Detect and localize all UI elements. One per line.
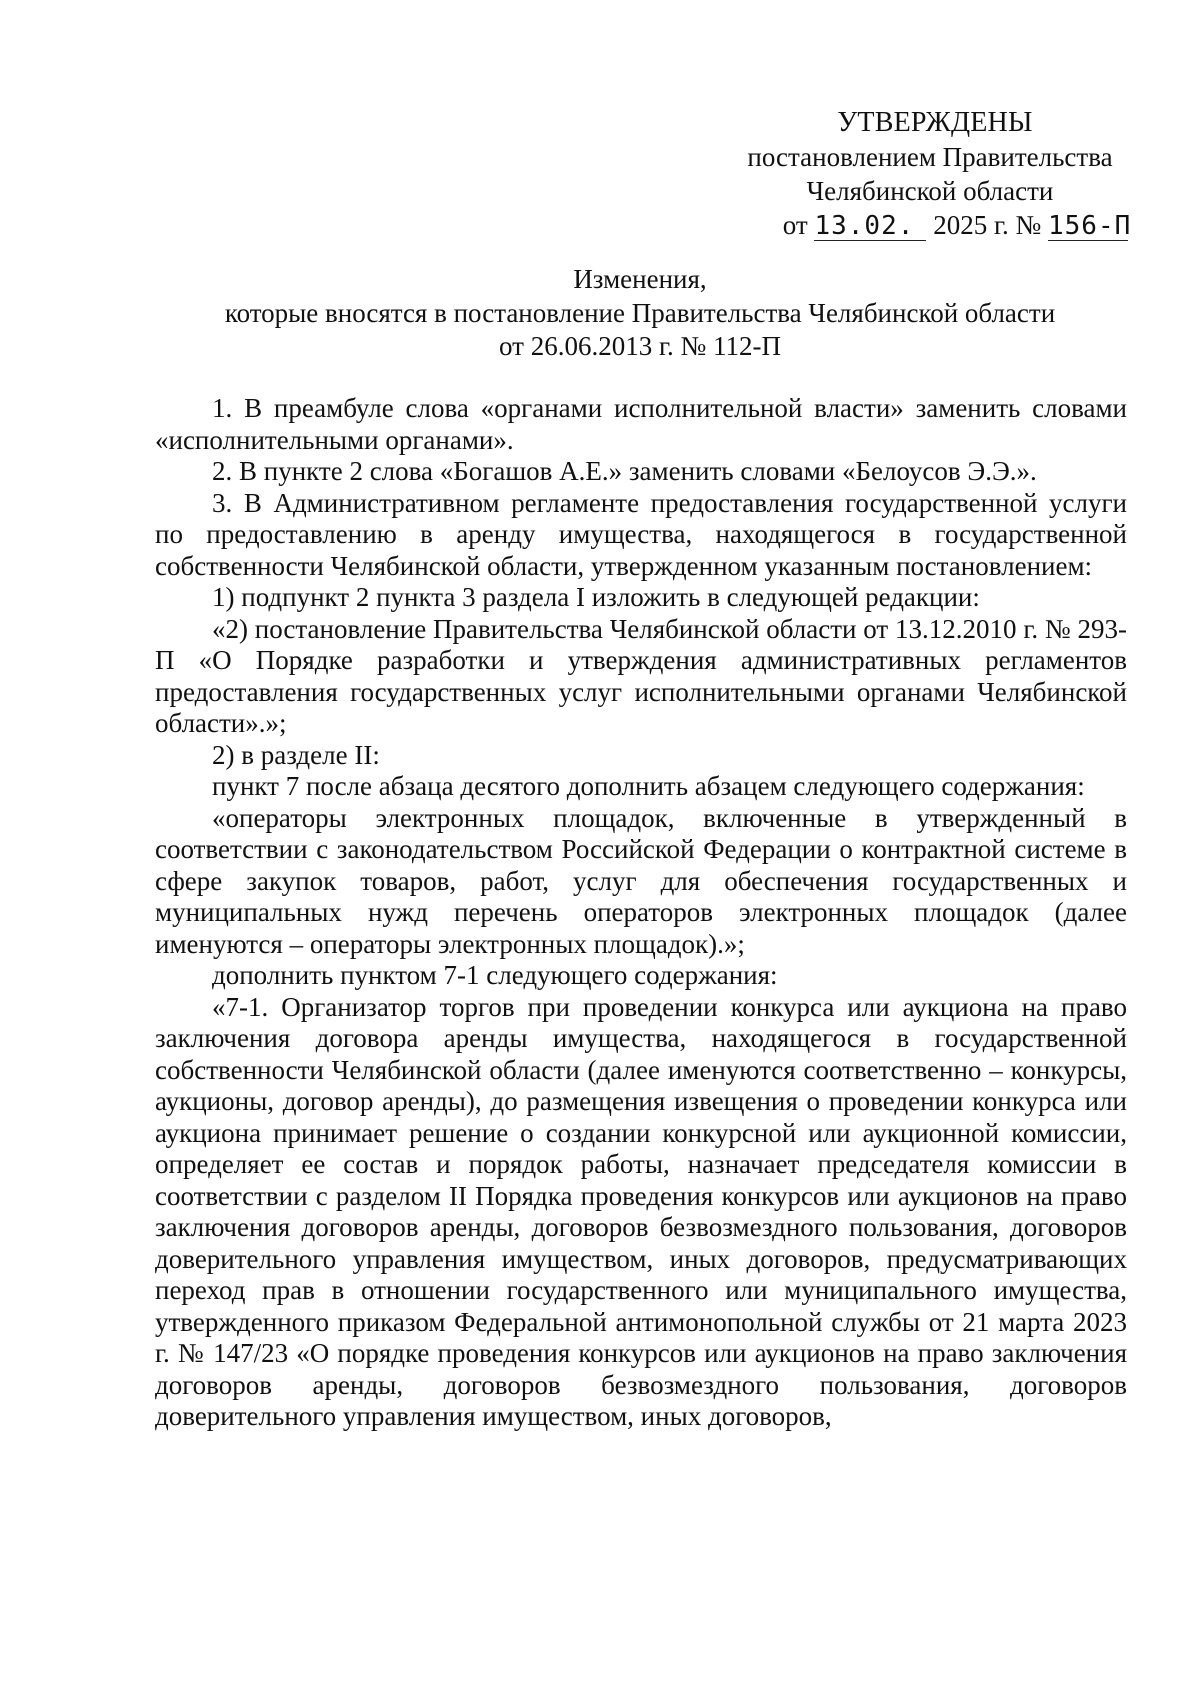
paragraph: 1) подпункт 2 пункта 3 раздела I изложить в следующей редакции: <box>212 582 980 612</box>
approval-line-2: Челябинской области <box>806 176 1054 206</box>
date-prefix: от <box>782 210 808 240</box>
paragraph: «операторы электронных площадок, включенные в утвержденный в соответствии с законодательством Российской Федерации о контрактной системе в сфере закупок товаров, работ, услуг для обеспечения государственных и муниципальных нужд перечень операторов электронных площадок (далее именуются – операторы электронных площадок).»; <box>155 802 1127 959</box>
document-title <box>150 263 1130 364</box>
paragraph: 1. В преамбуле слова «органами исполнительной власти» заменить словами «исполнительными органами». <box>155 393 1127 455</box>
paragraph: 2) в разделе II: <box>212 739 380 770</box>
paragraph: 3. В Административном регламенте предоставления государственной услуги по предоставлению в аренду имущества, находящегося в государственной собственности Челябинской области, утвержденном указанным постановлением: <box>155 487 1127 581</box>
title-line-3: от 26.06.2013 г. № 112-П <box>499 331 781 361</box>
paragraph: пункт 7 после абзаца десятого дополнить абзацем следующего содержания: <box>212 771 1085 801</box>
paragraph: «2) постановление Правительства Челябинской области от 13.12.2010 г. № 293-П «О Порядке разработки и утверждения административных регламентов предоставления государственных услуг исполнительными органами Челябинской области».»; <box>155 613 1127 738</box>
approval-stamp <box>720 106 1140 242</box>
paragraph: 2. В пункте 2 слова «Богашов А.Е.» заменить словами «Белоусов Э.Э.». <box>212 456 1037 486</box>
approval-date-line <box>720 208 1140 242</box>
handwritten-date: 13.02. <box>814 212 926 241</box>
year-text: 2025 г. № <box>933 210 1042 240</box>
document-body <box>155 393 1127 1433</box>
approval-heading: УТВЕРЖДЕНЫ <box>837 107 1033 138</box>
title-line-2: которые вносятся в постановление Правительства Челябинской области <box>224 297 1056 328</box>
handwritten-number: 156-П <box>1048 211 1132 241</box>
title-line-1: Изменения, <box>573 264 707 294</box>
approval-line-1: постановлением Правительства <box>747 142 1113 172</box>
paragraph: «7-1. Организатор торгов при проведении конкурса или аукциона на право заключения договора аренды имущества, находящегося в государственной собственности Челябинской области (далее именуются соответственно – конкурсы, аукционы, договор аренды), до размещения извещения о проведении конкурса или аукциона принимает решение о создании конкурсной или аукционной комиссии, определяет ее состав и порядок работы, назначает председателя комиссии в соответствии с разделом II Порядка проведения конкурсов или аукционов на право заключения договоров аренды, договоров безвозмездного пользования, договоров доверительного управления имуществом, иных договоров, предусматривающих переход прав в отношении государственного или муниципального имущества, утвержденного приказом Федеральной антимонопольной службы от 21 марта 2023 г. № 147/23 «О порядке проведения конкурсов или аукционов на право заключения договоров аренды, договоров безвозмездного пользования, договоров доверительного управления имуществом, иных договоров, <box>155 991 1127 1431</box>
paragraph: дополнить пунктом 7-1 следующего содержания: <box>212 960 778 990</box>
